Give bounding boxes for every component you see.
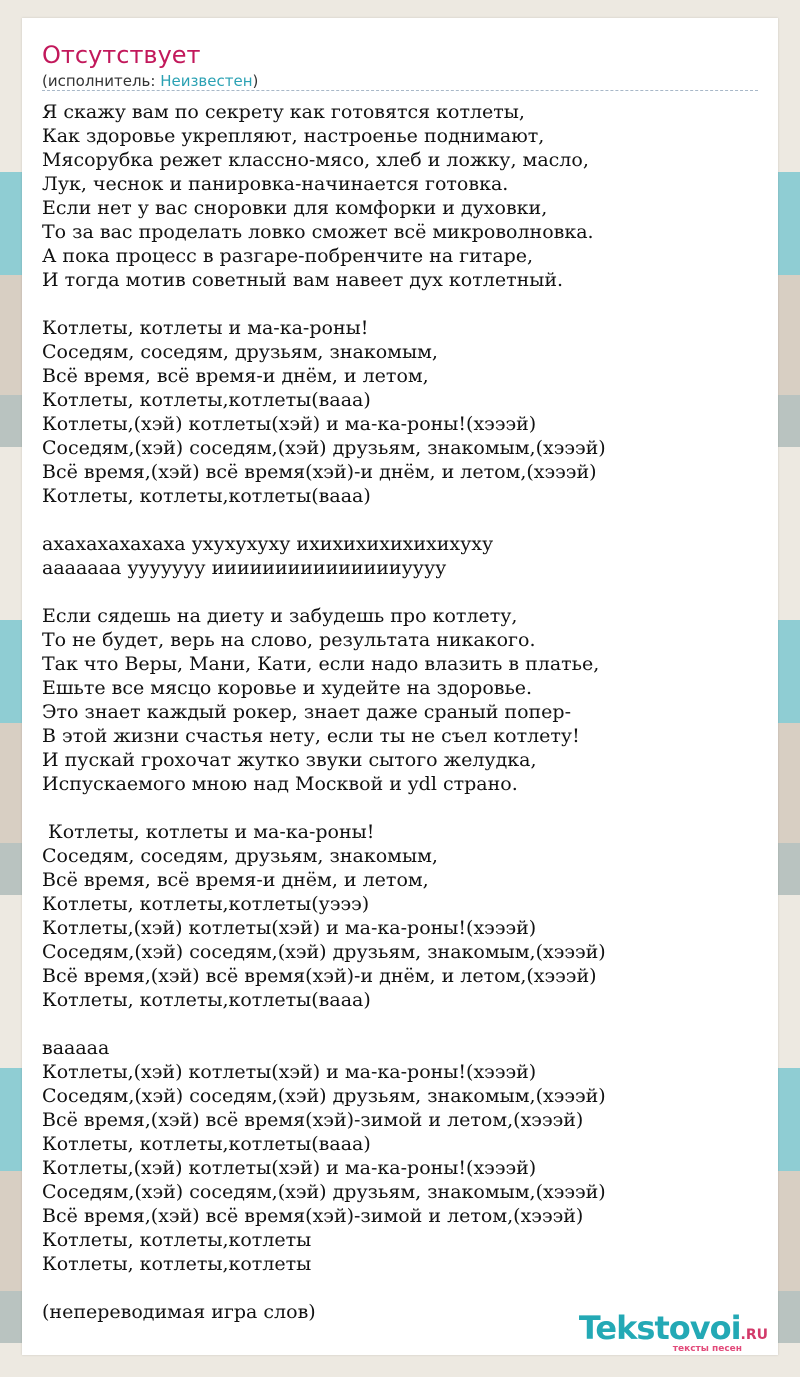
lyric-line: Я скажу вам по секрету как готовятся котлеты, [42,101,525,123]
lyric-line: Котлеты, котлеты,котлеты(вааа) [42,1133,371,1155]
lyric-line: Котлеты,(хэй) котлеты(хэй) и ма-ка-роны!(хэээй) [42,413,537,435]
lyric-line: Соседям, соседям, друзьям, знакомым, [42,845,438,867]
lyric-line: В этой жизни счастья нету, если ты не съел котлету! [42,725,580,747]
lyric-line: Котлеты, котлеты и ма-ка-роны! [42,317,369,339]
artist-link[interactable]: Неизвестен [160,72,253,90]
lyric-line: ахахахахахаха ухухухуху ихихихихихихихуху [42,533,494,555]
logo-main-text: Tekstovoi [578,1309,741,1347]
lyric-line: И тогда мотив советный вам навеет дух котлетный. [42,269,564,291]
lyric-line [42,796,762,820]
lyric-line: Соседям,(хэй) соседям,(хэй) друзьям, знакомым,(хэээй) [42,1181,606,1203]
lyric-line: (непереводимая игра слов) [42,1301,316,1323]
lyric-line: Котлеты, котлеты,котлеты(вааа) [42,389,371,411]
lyric-line: Всё время,(хэй) всё время(хэй)-и днём, и летом,(хэээй) [42,965,597,987]
lyric-line: Котлеты, котлеты,котлеты(уэээ) [42,893,370,915]
lyric-line: Как здоровье укрепляют, настроенье поднимают, [42,125,545,147]
lyric-line: Котлеты, котлеты,котлеты [42,1253,312,1275]
lyric-line: Всё время,(хэй) всё время(хэй)-зимой и летом,(хэээй) [42,1205,584,1227]
lyric-line: Соседям,(хэй) соседям,(хэй) друзьям, знакомым,(хэээй) [42,1085,606,1107]
logo-tld: .RU [740,1327,768,1343]
lyric-line: Если нет у вас сноровки для комфорки и духовки, [42,197,548,219]
artist-line [42,71,258,91]
lyric-line: И пускай грохочат жутко звуки сытого желудка, [42,749,537,771]
lyrics-card [22,18,778,1355]
lyric-line: вааааа [42,1037,110,1059]
site-logo[interactable] [568,1310,778,1354]
lyric-line: Всё время,(хэй) всё время(хэй)-и днём, и летом,(хэээй) [42,461,597,483]
artist-prefix: (исполнитель: [42,72,161,90]
lyric-line: Котлеты,(хэй) котлеты(хэй) и ма-ка-роны!(хэээй) [42,1061,537,1083]
lyric-line [42,1012,762,1036]
lyric-line: Всё время, всё время-и днём, и летом, [42,365,429,387]
lyric-line: Соседям,(хэй) соседям,(хэй) друзьям, знакомым,(хэээй) [42,941,606,963]
lyric-line: Котлеты, котлеты,котлеты(вааа) [42,989,371,1011]
lyric-line [42,580,762,604]
title-divider [42,90,758,91]
lyric-line: Котлеты,(хэй) котлеты(хэй) и ма-ка-роны!(хэээй) [42,1157,537,1179]
lyric-line: Всё время, всё время-и днём, и летом, [42,869,429,891]
lyric-line [42,508,762,532]
lyric-line [42,1276,762,1300]
lyric-line [42,292,762,316]
lyric-line: ааааааа ууууууу иииииииииииииииуууу [42,557,447,579]
lyric-line: А пока процесс в разгаре-побренчите на гитаре, [42,245,534,267]
lyric-line: Соседям, соседям, друзьям, знакомым, [42,341,438,363]
lyric-line: Котлеты,(хэй) котлеты(хэй) и ма-ка-роны!(хэээй) [42,917,537,939]
song-title: Отсутствует [42,41,201,69]
lyric-line: То за вас проделать ловко сможет всё микроволновка. [42,221,594,243]
lyric-line: Это знает каждый рокер, знает даже сраный попер- [42,701,571,723]
lyric-line: Если сядешь на диету и забудешь про котлету, [42,605,518,627]
lyric-line: Так что Веры, Мани, Кати, если надо влазить в платье, [42,653,600,675]
artist-suffix: ) [252,72,259,90]
lyric-line: То не будет, верь на слово, результата никакого. [42,629,536,651]
lyric-line: Котлеты, котлеты,котлеты [42,1229,312,1251]
lyric-line: Ешьте все мясцо коровье и худейте на здоровье. [42,677,533,699]
logo-tagline: тексты песен [672,1344,742,1354]
lyric-line: Всё время,(хэй) всё время(хэй)-зимой и летом,(хэээй) [42,1109,584,1131]
lyric-line: Котлеты, котлеты и ма-ка-роны! [42,821,375,843]
lyric-line: Котлеты, котлеты,котлеты(вааа) [42,485,371,507]
lyrics-text [42,100,762,1324]
lyric-line: Лук, чеснок и панировка-начинается готовка. [42,173,509,195]
lyric-line: Испускаемого мною над Москвой и ydl страно. [42,773,518,795]
lyric-line: Соседям,(хэй) соседям,(хэй) друзьям, знакомым,(хэээй) [42,437,606,459]
lyric-line: Мясорубка режет классно-мясо, хлеб и ложку, масло, [42,149,589,171]
